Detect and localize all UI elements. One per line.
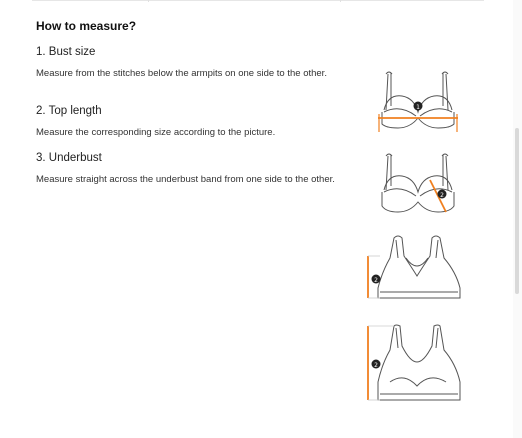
underwire-bra-cup-measure-icon bbox=[374, 150, 464, 220]
underwire-bra-bust-measure-icon bbox=[374, 68, 464, 140]
section-heading-top-length: 2. Top length bbox=[36, 105, 102, 117]
measure-marker-2: 2 bbox=[374, 362, 378, 369]
measure-marker-2: 2 bbox=[440, 192, 444, 199]
section-text-underbust: Measure straight across the underbust band from one side to the other. bbox=[36, 174, 335, 185]
bralette-length-measure-icon bbox=[360, 232, 470, 304]
section-text-top-length: Measure the corresponding size according to the picture. bbox=[36, 127, 276, 138]
section-text-bust-size: Measure from the stitches below the armpits on one side to the other. bbox=[36, 68, 327, 79]
page-title: How to measure? bbox=[36, 19, 137, 33]
section-heading-underbust: 3. Underbust bbox=[36, 152, 102, 164]
scrollbar-thumb[interactable] bbox=[515, 128, 519, 294]
sports-bra-length-measure-icon bbox=[360, 320, 470, 404]
section-heading-bust-size: 1. Bust size bbox=[36, 46, 96, 58]
top-divider bbox=[32, 0, 484, 1]
measure-marker-1: 1 bbox=[416, 104, 420, 111]
measure-marker-2: 2 bbox=[374, 277, 378, 284]
